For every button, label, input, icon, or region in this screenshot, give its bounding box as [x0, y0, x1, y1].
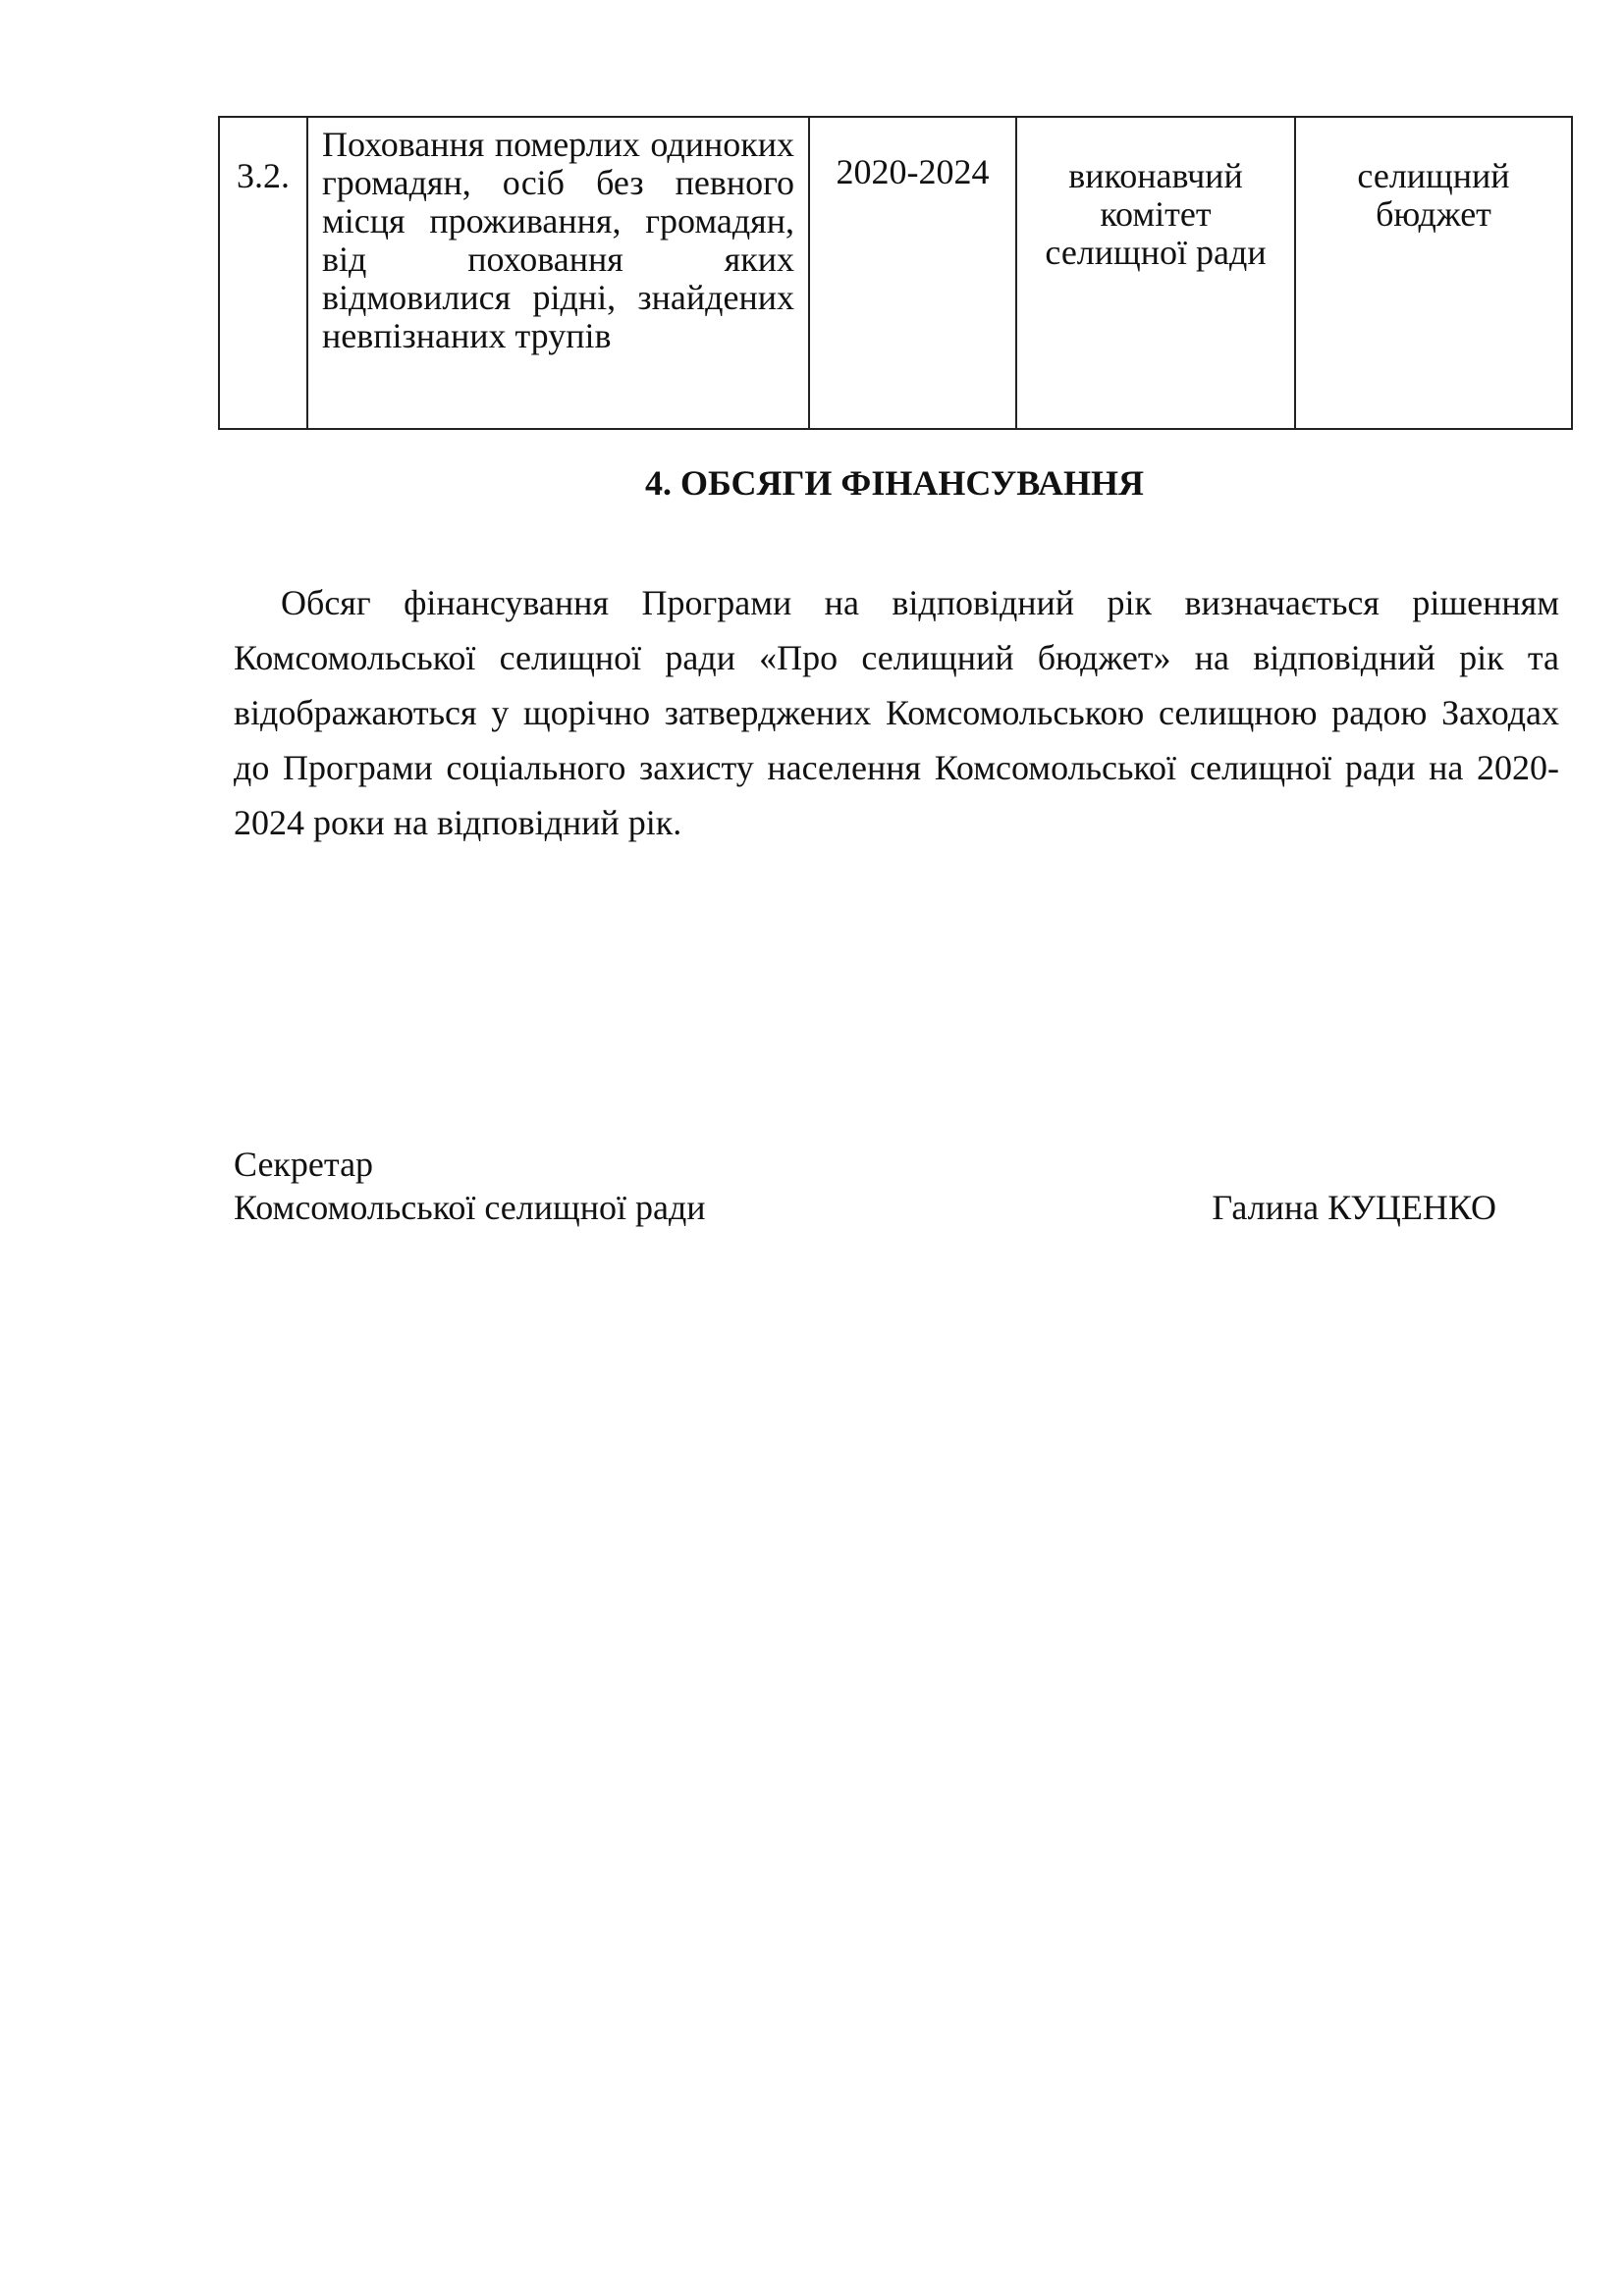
signature-position-line2: Комсомольської селищної ради	[234, 1188, 706, 1227]
section-heading: 4. ОБСЯГИ ФІНАНСУВАННЯ	[644, 463, 1145, 503]
signature-block	[234, 1143, 1510, 1229]
signature-position-line1: Секретар	[234, 1145, 374, 1184]
row-number: 3.2.	[219, 117, 307, 429]
signature-row	[234, 1186, 1510, 1229]
measures-table	[218, 116, 1573, 430]
implementation-term: 2020-2024	[809, 117, 1016, 429]
measure-name: Поховання померлих одиноких громадян, осіб без певного місця проживання, громадян, від поховання яких відмовилися рідні, знайдених невпізнаних трупів	[307, 117, 809, 429]
body-paragraph: Обсяг фінансування Програми на відповідний рік визначається рішенням Комсомольської селищної ради «Про селищний бюджет» на відповідний рік та відображаються у щорічно затверджених Комсомольською селищною радою Заходах до Програми соціального захисту населення Комсомольської селищної ради на 2020-2024 роки на відповідний рік.	[234, 583, 1559, 842]
table-row	[219, 117, 1572, 429]
executor: виконавчий комітет селищної ради	[1016, 117, 1295, 429]
signatory-name: Галина КУЦЕНКО	[1212, 1188, 1496, 1227]
funding-source: селищний бюджет	[1295, 117, 1572, 429]
